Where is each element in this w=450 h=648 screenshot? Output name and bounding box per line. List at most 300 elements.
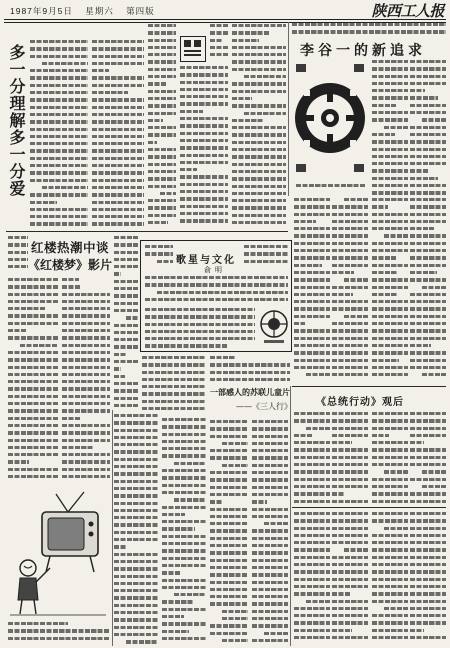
text-line bbox=[92, 113, 144, 116]
text-line bbox=[62, 285, 81, 288]
article-body-text bbox=[210, 420, 248, 644]
text-line bbox=[410, 578, 446, 581]
text-line bbox=[372, 256, 396, 259]
text-line bbox=[294, 512, 330, 515]
text-line bbox=[8, 402, 58, 405]
text-line bbox=[332, 419, 368, 422]
text-line bbox=[410, 492, 446, 495]
text-line bbox=[372, 300, 408, 303]
section-divider bbox=[6, 231, 288, 232]
text-line bbox=[372, 448, 408, 451]
text-line bbox=[372, 456, 408, 459]
text-line bbox=[332, 636, 368, 639]
text-line bbox=[210, 456, 248, 459]
text-line bbox=[62, 387, 110, 390]
text-line bbox=[332, 256, 368, 259]
text-line bbox=[210, 573, 248, 576]
text-line bbox=[114, 360, 138, 363]
text-line bbox=[148, 148, 176, 151]
text-line bbox=[252, 456, 288, 459]
text-line bbox=[410, 213, 446, 216]
text-line bbox=[410, 96, 438, 99]
text-line bbox=[114, 436, 158, 439]
text-line bbox=[30, 171, 88, 174]
text-line bbox=[210, 371, 290, 374]
text-line bbox=[252, 602, 288, 605]
text-line bbox=[62, 373, 110, 376]
text-line bbox=[332, 344, 368, 347]
text-line bbox=[372, 96, 408, 99]
text-line bbox=[148, 141, 157, 144]
text-line bbox=[410, 366, 446, 369]
text-line bbox=[145, 330, 255, 333]
article-title-singers: 歌星与文化 bbox=[176, 255, 236, 266]
text-line bbox=[160, 192, 176, 195]
text-line bbox=[210, 420, 248, 423]
tv-cartoon-graphic bbox=[6, 488, 110, 618]
text-line bbox=[162, 513, 185, 516]
text-line bbox=[422, 470, 446, 473]
text-line bbox=[294, 337, 330, 340]
article-body-text bbox=[8, 236, 28, 272]
text-line bbox=[92, 201, 144, 204]
text-line bbox=[372, 227, 408, 230]
text-line bbox=[410, 111, 446, 114]
text-line bbox=[114, 345, 138, 348]
text-line bbox=[294, 307, 330, 310]
text-line bbox=[372, 148, 408, 151]
text-line bbox=[114, 472, 158, 475]
text-line bbox=[142, 356, 206, 359]
text-line bbox=[232, 155, 286, 158]
text-line bbox=[62, 307, 110, 310]
cartoon-caption-text bbox=[8, 622, 110, 642]
text-line bbox=[422, 118, 446, 121]
text-line bbox=[180, 146, 228, 149]
text-line bbox=[410, 527, 446, 530]
text-line bbox=[148, 60, 176, 63]
text-line bbox=[92, 62, 144, 65]
text-line bbox=[292, 30, 446, 33]
text-line bbox=[210, 478, 248, 481]
text-line bbox=[92, 98, 144, 101]
text-line bbox=[162, 630, 189, 633]
text-line bbox=[30, 215, 88, 218]
text-line bbox=[410, 148, 446, 151]
text-line bbox=[372, 351, 408, 354]
text-line bbox=[332, 585, 368, 588]
text-line bbox=[294, 578, 330, 581]
article-body-text bbox=[148, 24, 176, 228]
text-line bbox=[232, 53, 286, 56]
text-line bbox=[372, 570, 408, 573]
text-line bbox=[8, 351, 58, 354]
text-line bbox=[372, 329, 408, 332]
text-line bbox=[372, 89, 408, 92]
text-line bbox=[180, 124, 228, 127]
column-divider bbox=[288, 22, 289, 196]
text-line bbox=[8, 366, 58, 369]
text-line bbox=[210, 500, 223, 503]
text-line bbox=[252, 537, 288, 540]
text-line bbox=[92, 193, 144, 196]
text-line bbox=[372, 427, 408, 430]
text-line bbox=[410, 271, 437, 274]
text-line bbox=[410, 448, 446, 451]
text-line bbox=[30, 47, 88, 50]
text-line bbox=[210, 53, 228, 56]
text-line bbox=[332, 607, 368, 610]
text-line bbox=[410, 307, 446, 310]
text-line bbox=[410, 621, 446, 624]
article-body-text bbox=[410, 198, 446, 382]
text-line bbox=[410, 337, 446, 340]
issue-date: 1987年9月5日 bbox=[10, 6, 73, 16]
text-line bbox=[210, 363, 290, 366]
text-line bbox=[384, 234, 408, 237]
text-line bbox=[296, 184, 366, 187]
text-line bbox=[294, 585, 330, 588]
text-line bbox=[294, 227, 330, 230]
text-line bbox=[410, 198, 446, 201]
text-line bbox=[372, 621, 408, 624]
text-line bbox=[162, 557, 206, 560]
text-line bbox=[252, 559, 288, 562]
text-line bbox=[148, 177, 176, 180]
text-line bbox=[148, 68, 176, 71]
text-line bbox=[142, 385, 206, 388]
text-line bbox=[92, 76, 144, 79]
text-line bbox=[332, 307, 368, 310]
text-line bbox=[180, 117, 228, 120]
text-line bbox=[174, 498, 206, 501]
text-line bbox=[332, 485, 368, 488]
text-line bbox=[92, 186, 144, 189]
text-line bbox=[210, 24, 228, 27]
text-line bbox=[180, 175, 228, 178]
text-line bbox=[264, 632, 288, 635]
text-line bbox=[332, 234, 368, 237]
text-line bbox=[30, 40, 88, 43]
text-line bbox=[332, 351, 368, 354]
text-line bbox=[252, 486, 288, 489]
article-body-text bbox=[142, 356, 206, 412]
article-body-text bbox=[372, 512, 408, 644]
text-line bbox=[332, 329, 368, 332]
section-divider bbox=[292, 386, 446, 387]
text-line bbox=[332, 373, 368, 376]
text-line bbox=[162, 440, 206, 443]
text-line bbox=[294, 351, 330, 354]
text-line bbox=[410, 177, 438, 180]
text-line bbox=[114, 265, 138, 268]
text-line bbox=[232, 97, 252, 100]
text-line bbox=[332, 578, 368, 581]
text-line bbox=[252, 442, 288, 445]
text-line bbox=[372, 111, 408, 114]
text-line bbox=[252, 617, 288, 620]
text-line bbox=[162, 535, 206, 538]
text-line bbox=[180, 102, 228, 105]
text-line bbox=[148, 126, 176, 129]
text-line bbox=[294, 563, 330, 566]
text-line bbox=[422, 373, 446, 376]
text-line bbox=[294, 492, 330, 495]
text-line bbox=[8, 475, 58, 478]
article-body-text bbox=[252, 420, 288, 644]
text-line bbox=[222, 610, 248, 613]
text-line bbox=[332, 556, 368, 559]
text-line bbox=[410, 155, 446, 158]
text-line bbox=[410, 67, 446, 70]
text-line bbox=[372, 177, 408, 180]
text-line bbox=[148, 163, 176, 166]
text-line bbox=[8, 265, 28, 268]
text-line bbox=[332, 519, 368, 522]
text-line bbox=[114, 450, 158, 453]
text-line bbox=[410, 478, 446, 481]
text-line bbox=[372, 82, 408, 85]
text-line bbox=[332, 534, 368, 537]
text-line bbox=[232, 163, 286, 166]
text-line bbox=[294, 412, 330, 415]
text-line bbox=[372, 412, 408, 415]
text-line bbox=[180, 212, 228, 215]
text-line bbox=[162, 469, 206, 472]
text-line bbox=[30, 208, 88, 211]
article-body-text bbox=[145, 245, 173, 269]
text-line bbox=[372, 169, 408, 172]
text-line bbox=[42, 186, 88, 189]
text-line bbox=[114, 331, 138, 334]
text-line bbox=[62, 446, 94, 449]
text-line bbox=[294, 456, 330, 459]
text-line bbox=[410, 191, 446, 194]
text-line bbox=[372, 67, 408, 70]
text-line bbox=[30, 142, 88, 145]
text-line bbox=[294, 366, 330, 369]
text-line bbox=[294, 441, 330, 444]
text-line bbox=[148, 39, 176, 42]
text-line bbox=[372, 198, 408, 201]
text-line bbox=[294, 329, 330, 332]
text-line bbox=[372, 118, 408, 121]
article-subtitle-soviet-film: ——《三人行》 bbox=[236, 402, 292, 411]
text-line bbox=[294, 463, 330, 466]
text-line bbox=[294, 548, 330, 551]
text-line bbox=[114, 458, 158, 461]
text-line bbox=[8, 314, 58, 317]
text-line bbox=[162, 608, 206, 611]
text-line bbox=[232, 46, 286, 49]
text-line bbox=[180, 95, 228, 98]
text-line bbox=[180, 66, 228, 69]
text-line bbox=[8, 380, 58, 383]
text-line bbox=[384, 126, 408, 129]
text-line bbox=[210, 559, 248, 562]
text-line bbox=[142, 363, 206, 366]
text-line bbox=[410, 220, 446, 223]
text-line bbox=[332, 264, 368, 267]
text-line bbox=[8, 329, 26, 332]
text-line bbox=[8, 278, 58, 281]
text-line bbox=[372, 75, 408, 78]
text-line bbox=[332, 427, 368, 430]
text-line bbox=[92, 215, 144, 218]
text-line bbox=[372, 419, 408, 422]
article-body-text bbox=[8, 278, 58, 484]
text-line bbox=[410, 441, 424, 444]
text-line bbox=[210, 624, 248, 627]
text-line bbox=[114, 353, 127, 356]
text-line bbox=[372, 205, 388, 208]
text-line bbox=[232, 192, 286, 195]
text-line bbox=[30, 76, 88, 79]
text-line bbox=[232, 39, 259, 42]
text-line bbox=[252, 595, 288, 598]
text-line bbox=[264, 522, 288, 525]
text-line bbox=[410, 264, 446, 267]
text-line bbox=[294, 534, 330, 537]
text-line bbox=[62, 395, 110, 398]
text-line bbox=[372, 271, 397, 274]
text-line bbox=[410, 89, 425, 92]
text-line bbox=[294, 592, 330, 595]
text-line bbox=[410, 104, 446, 107]
text-line bbox=[145, 276, 288, 279]
text-line bbox=[232, 68, 286, 71]
emblem-illustration bbox=[292, 60, 368, 182]
article-body-text bbox=[332, 412, 368, 504]
text-line bbox=[8, 629, 110, 632]
article-body-text bbox=[332, 512, 368, 644]
illustration-caption-text bbox=[296, 184, 366, 192]
text-line bbox=[162, 425, 206, 428]
text-line bbox=[372, 434, 389, 437]
text-line bbox=[8, 358, 58, 361]
text-line bbox=[232, 141, 286, 144]
text-line bbox=[30, 120, 88, 123]
text-line bbox=[114, 389, 138, 392]
text-line bbox=[332, 621, 368, 624]
text-line bbox=[210, 522, 248, 525]
text-line bbox=[332, 271, 354, 274]
text-line bbox=[114, 618, 158, 621]
text-line bbox=[114, 414, 158, 417]
text-line bbox=[30, 55, 88, 58]
text-line bbox=[410, 242, 446, 245]
text-line bbox=[294, 614, 330, 617]
text-line bbox=[410, 184, 446, 187]
text-line bbox=[306, 427, 330, 430]
text-line bbox=[410, 234, 446, 237]
text-line bbox=[294, 271, 330, 274]
text-line bbox=[30, 106, 88, 109]
text-line bbox=[8, 336, 58, 339]
text-line bbox=[8, 243, 28, 246]
text-line bbox=[252, 624, 288, 627]
text-line bbox=[306, 600, 330, 603]
text-line bbox=[410, 227, 434, 230]
text-line bbox=[114, 324, 138, 327]
text-line bbox=[294, 629, 330, 632]
text-line bbox=[162, 520, 206, 523]
text-line bbox=[332, 629, 352, 632]
text-line bbox=[8, 373, 58, 376]
text-line bbox=[148, 31, 176, 34]
article-body-text bbox=[232, 24, 286, 229]
text-line bbox=[148, 75, 176, 78]
text-line bbox=[252, 544, 288, 547]
text-line bbox=[92, 91, 128, 94]
article-title-understanding: 多一分理解多一分爱 bbox=[7, 44, 26, 197]
article-body-text bbox=[162, 418, 206, 644]
article-body-text bbox=[294, 512, 330, 644]
text-line bbox=[332, 249, 368, 252]
article-title-president-action: 《总统行动》观后 bbox=[316, 397, 404, 408]
text-line bbox=[8, 637, 110, 640]
text-line bbox=[114, 531, 158, 534]
text-line bbox=[8, 453, 58, 456]
text-line bbox=[114, 626, 158, 629]
text-line bbox=[232, 126, 286, 129]
text-line bbox=[372, 307, 408, 310]
text-line bbox=[372, 140, 408, 143]
article-title-li-guyi: 李谷一的新追求 bbox=[300, 43, 426, 59]
text-line bbox=[410, 322, 446, 325]
text-line bbox=[372, 485, 408, 488]
text-line bbox=[92, 208, 144, 211]
text-line bbox=[180, 219, 228, 222]
text-line bbox=[332, 614, 368, 617]
text-line bbox=[252, 449, 288, 452]
text-line bbox=[148, 155, 176, 158]
text-line bbox=[410, 556, 446, 559]
text-line bbox=[410, 600, 446, 603]
text-line bbox=[114, 287, 138, 290]
text-line bbox=[8, 439, 58, 442]
text-line bbox=[145, 337, 255, 340]
text-line bbox=[114, 611, 158, 614]
text-line bbox=[162, 549, 206, 552]
text-line bbox=[372, 563, 408, 566]
text-line bbox=[126, 316, 138, 319]
text-line bbox=[62, 424, 110, 427]
text-line bbox=[8, 409, 58, 412]
text-line bbox=[410, 60, 446, 63]
text-line bbox=[62, 293, 110, 296]
text-line bbox=[232, 185, 286, 188]
text-line bbox=[410, 293, 446, 296]
text-line bbox=[30, 164, 88, 167]
text-line bbox=[114, 367, 121, 370]
text-line bbox=[410, 351, 446, 354]
text-line bbox=[252, 581, 288, 584]
text-line bbox=[114, 258, 138, 261]
text-line bbox=[180, 190, 228, 193]
text-line bbox=[232, 206, 286, 209]
text-line bbox=[8, 285, 58, 288]
text-line bbox=[244, 75, 286, 78]
text-line bbox=[332, 242, 368, 245]
text-line bbox=[332, 412, 368, 415]
text-line bbox=[114, 251, 138, 254]
text-line bbox=[8, 293, 58, 296]
text-line bbox=[332, 213, 368, 216]
article-body-text bbox=[114, 414, 158, 644]
text-line bbox=[8, 387, 58, 390]
text-line bbox=[344, 278, 368, 281]
